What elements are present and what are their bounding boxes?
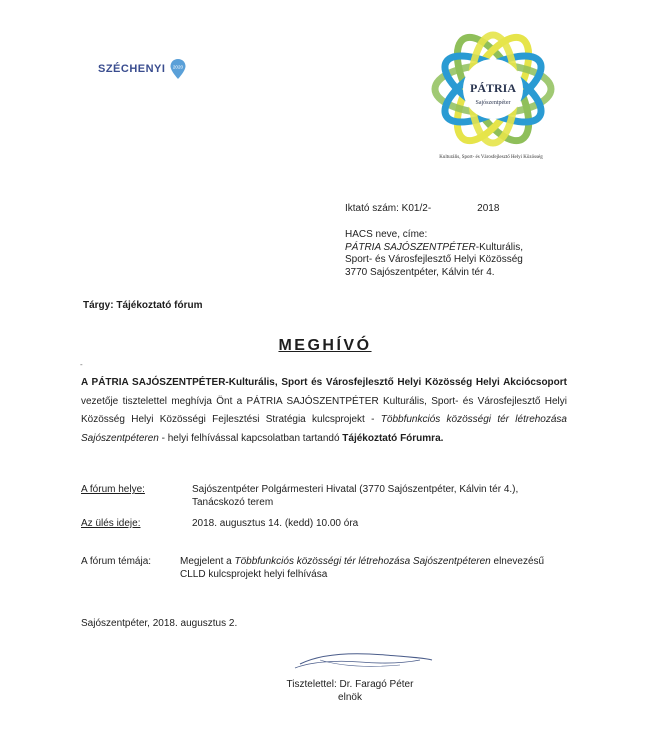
szechenyi-badge: 2020 [173, 64, 184, 70]
hacs-address [345, 229, 605, 279]
dash-mark: - [80, 360, 83, 369]
hacs-line-3: Sport- és Városfejlesztő Helyi Közösség [345, 254, 523, 266]
topic-project: Többfunkciós közösségi tér létrehozása Sajószentpéteren [234, 556, 491, 567]
szechenyi-logo [98, 58, 187, 80]
project-name: Többfunkciós közösségi tér létrehozása Sajószentpéteren [81, 414, 567, 444]
body-text-2: - helyi felhívással kapcsolatban tartandó [158, 432, 343, 444]
hacs-line-4: 3770 Sajószentpéter, Kálvin tér 4. [345, 266, 495, 278]
signature-block [272, 679, 428, 704]
szechenyi-label: SZÉCHENYI [98, 63, 166, 75]
topic-line-1 [180, 556, 560, 569]
hacs-name-rest: -Kulturális, [475, 241, 524, 253]
hacs-name-italic: PÁTRIA SAJÓSZENTPÉTER [345, 241, 476, 253]
topic-post: elnevezésű [490, 556, 545, 567]
venue-line-1: Sajószentpéter Polgármesteri Hivatal (3770 Sajószentpéter, Kálvin tér 4.), [192, 484, 519, 495]
date-line: Sajószentpéter, 2018. augusztus 2. [81, 618, 238, 629]
topic-line-2: CLLD kulcsprojekt helyi felhívása [180, 568, 328, 580]
signature-title: elnök [338, 691, 362, 703]
org-name: A PÁTRIA SAJÓSZENTPÉTER-Kulturális, Sport és Városfejlesztő Helyi Közösség Helyi Akciócsoport [81, 377, 567, 388]
patria-title: PÁTRIA [469, 81, 517, 95]
venue-line-2: Tanácskozó terem [192, 496, 274, 508]
reference-label: Iktató szám: K01/2- [345, 203, 432, 214]
topic-label: A fórum témája: [81, 556, 152, 567]
subject-line: Tárgy: Tájékoztató fórum [83, 300, 203, 311]
reference-number [345, 203, 499, 216]
hacs-line-2 [345, 242, 605, 255]
forum-name: Tájékoztató Fórumra. [342, 432, 444, 444]
invitation-paragraph [81, 374, 567, 448]
patria-logo [418, 30, 568, 148]
patria-tagline: Kulturális, Sport- és Városfejlesztő Helyi Közösség [439, 155, 543, 160]
body-text-1: vezetője tisztelettel meghívja Önt a PÁTRIA SAJÓSZENTPÉTER Kulturális, Sport- és Városfejlesztő Helyi Közösség Helyi Közösségi Fejlesztési Stratégia kulcsprojekt - [81, 395, 567, 425]
topic-value [180, 556, 560, 581]
patria-subtitle: Sajószentpéter [475, 100, 511, 106]
topic-pre: Megjelent a [180, 556, 235, 567]
venue-value [192, 484, 572, 509]
location-pin-icon [169, 58, 187, 80]
venue-label: A fórum helye: [81, 484, 145, 495]
reference-year: 2018 [477, 203, 500, 214]
time-label: Az ülés ideje: [81, 518, 141, 529]
signature-name: Tisztelettel: Dr. Faragó Péter [286, 679, 414, 690]
hacs-line-1: HACS neve, címe: [345, 229, 428, 240]
time-value: 2018. augusztus 14. (kedd) 10.00 óra [192, 518, 359, 529]
page-title: MEGHÍVÓ [278, 337, 372, 354]
handwritten-signature [290, 646, 440, 676]
